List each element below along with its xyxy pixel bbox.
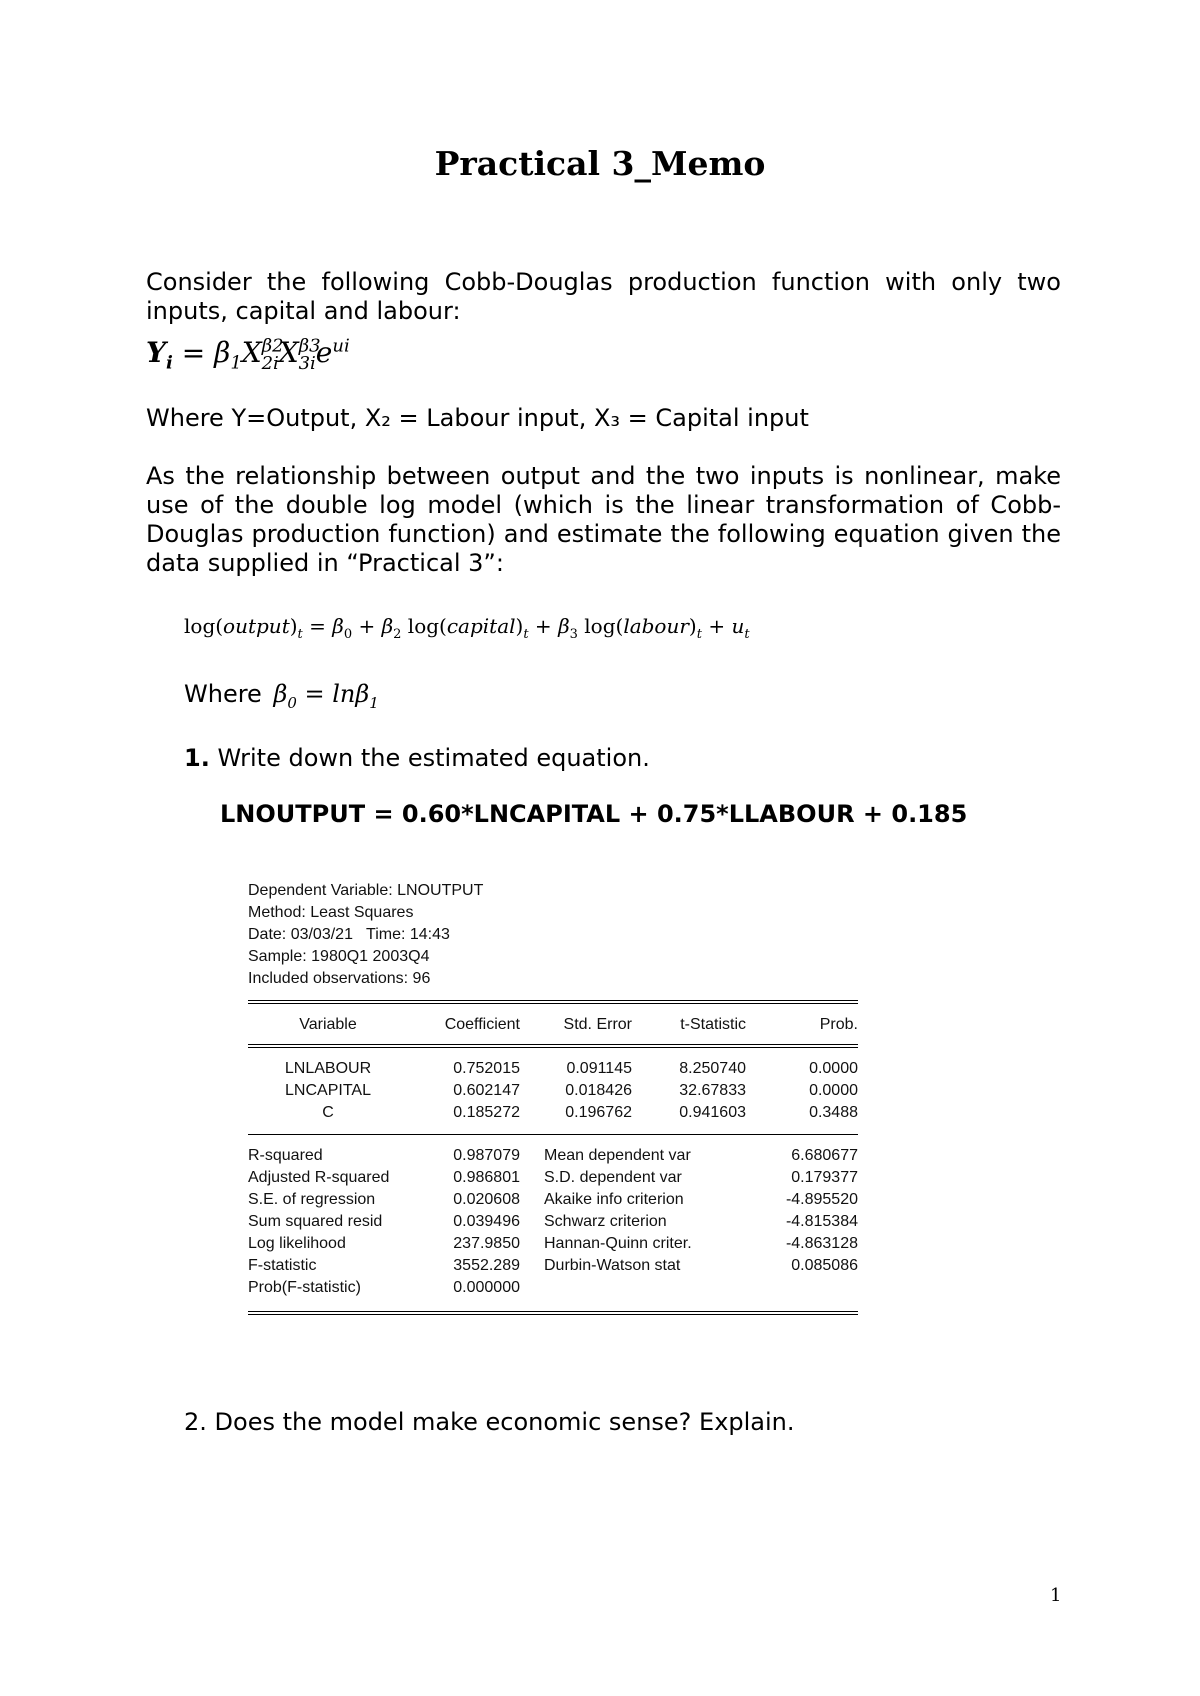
cell: Sum squared resid [248,1213,383,1230]
table-row [248,1189,858,1211]
divider [248,1000,858,1004]
cell: 0.020608 [453,1191,520,1208]
cell: LNCAPITAL [285,1082,371,1099]
cell: Mean dependent var [544,1147,691,1164]
coefficient-table [248,1058,858,1124]
cell: R-squared [248,1147,323,1164]
cell: -4.815384 [785,1213,858,1230]
cell: -4.895520 [785,1191,858,1208]
cell: Prob(F-statistic) [248,1279,361,1296]
cell: 0.3488 [809,1104,858,1121]
table-row [248,1145,858,1167]
table-row [248,1102,858,1124]
beta-expression: $\beta_0 = \ln\beta_1$ [273,680,379,712]
cell: 0.0000 [809,1082,858,1099]
double-log-equation: $\log(output)_t = \beta_0 + \beta_2$ $\log(capital)_t + \beta_3$ $\log(labour)_t + u_t$ [184,614,750,642]
eviews-header-line: Included observations: 96 [248,970,431,987]
cell: 0.941603 [679,1104,746,1121]
cell: 0.602147 [453,1082,520,1099]
cell: S.E. of regression [248,1191,376,1208]
cell: 0.179377 [791,1169,858,1186]
cell: 0.085086 [791,1257,858,1274]
cell: 0.185272 [453,1104,520,1121]
cell: LNLABOUR [284,1060,372,1077]
eviews-header-line: Method: Least Squares [248,904,414,921]
cell: 32.67833 [679,1082,746,1099]
intro-text: Consider the following Cobb-Douglas production function with only two inputs, capital and labour: [146,268,1061,325]
cell [544,1277,744,1299]
divider [248,1311,858,1315]
cell: 0.091145 [566,1060,632,1077]
cell: 0.0000 [809,1060,858,1077]
col-coefficient: Coefficient [444,1016,520,1033]
table-row [248,1233,858,1255]
cell: 6.680677 [791,1147,858,1164]
variable-definitions: Where Y=Output, X₂ = Labour input, X₃ = Capital input [146,404,809,432]
divider [248,1044,858,1048]
page-title: Practical 3_Memo [434,144,766,183]
eviews-output [248,880,858,1315]
cell: Hannan-Quinn criter. [544,1235,692,1252]
table-row [248,1167,858,1189]
cell: C [322,1104,334,1121]
cell: 0.752015 [453,1060,520,1077]
cell [744,1277,858,1299]
question-2-number: 2. [184,1408,207,1436]
divider [248,1134,858,1135]
eviews-header-line: Date: 03/03/21 Time: 14:43 [248,926,450,943]
cell: 0.987079 [453,1147,520,1164]
eviews-header-line: Dependent Variable: LNOUTPUT [248,882,484,899]
beta-definition [184,680,379,712]
beta-where-label: Where [184,680,262,708]
table-row [248,1058,858,1080]
table-row [248,1277,858,1299]
question-2 [184,1408,795,1436]
col-std-error: Std. Error [563,1016,632,1033]
cell: S.D. dependent var [544,1169,682,1186]
col-t-statistic: t-Statistic [680,1016,746,1033]
question-1-text: Write down the estimated equation. [217,744,650,772]
cell: 237.9850 [453,1235,520,1252]
question-1-number: 1. [184,744,210,772]
page-number: 1 [1050,1585,1062,1606]
question-2-text: Does the model make economic sense? Explain. [214,1408,795,1436]
cell: 0.986801 [453,1169,520,1186]
table-row [248,1211,858,1233]
cell: Durbin-Watson stat [544,1257,681,1274]
cobb-douglas-equation: $Y_i = \beta_1X^{\beta 2}_{2i}X^{\beta 3}_{3i}e^{ui}$ [146,336,350,374]
eviews-header [248,880,858,990]
cell: -4.863128 [785,1235,858,1252]
cell: 0.000000 [453,1279,520,1296]
col-variable: Variable [299,1016,357,1033]
col-prob: Prob. [819,1016,858,1033]
cell: Schwarz criterion [544,1213,667,1230]
cell: Akaike info criterion [544,1191,684,1208]
instruction-text: As the relationship between output and the two inputs is nonlinear, make use of the double log model (which is the linear transformation of Cobb-Douglas production function) and estimate the following equation given the data supplied in “Practical 3”: [146,462,1061,577]
statistics-table [248,1145,858,1299]
question-1 [184,744,650,772]
cell: 0.196762 [565,1104,632,1121]
cell: F-statistic [248,1257,317,1274]
cell: 3552.289 [453,1257,520,1274]
eviews-header-line: Sample: 1980Q1 2003Q4 [248,948,430,965]
cell: Adjusted R-squared [248,1169,390,1186]
estimated-equation-answer: LNOUTPUT = 0.60*LNCAPITAL + 0.75*LLABOUR + 0.185 [220,800,968,828]
coefficient-header [248,1014,858,1036]
cell: 0.039496 [453,1213,520,1230]
cell: 8.250740 [679,1060,746,1077]
cell: 0.018426 [565,1082,632,1099]
table-row [248,1255,858,1277]
cell: Log likelihood [248,1235,346,1252]
table-row [248,1080,858,1102]
